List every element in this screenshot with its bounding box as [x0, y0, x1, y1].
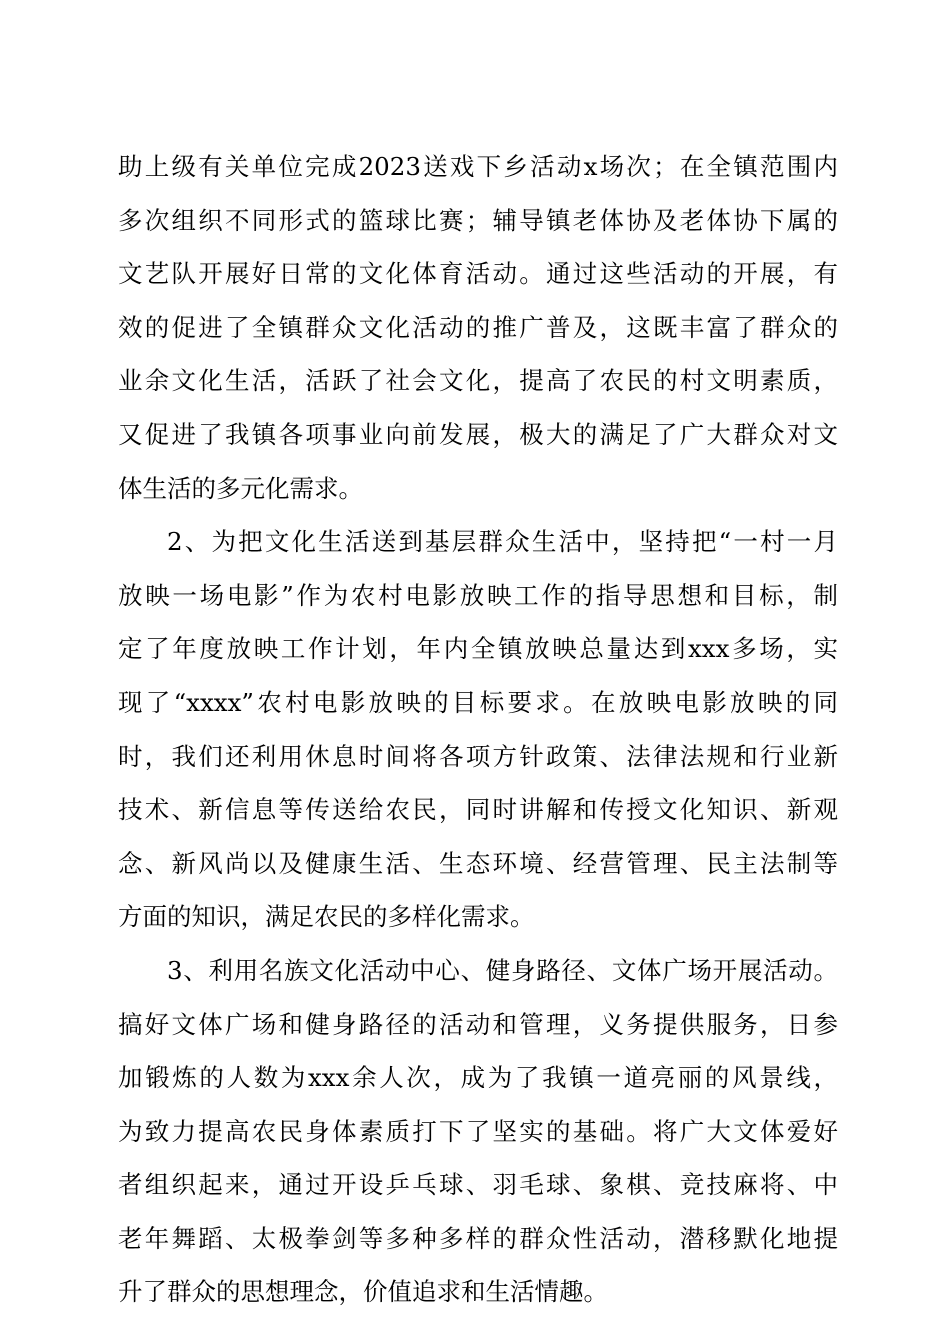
paragraph-2 [118, 515, 838, 944]
text-line: 助上级有关单位完成2023送戏下乡活动x场次；在全镇范围内 [118, 152, 838, 181]
text-line: 业余文化生活，活跃了社会文化，提高了农民的村文明素质， [118, 366, 838, 396]
text-line: 技术、新信息等传送给农民，同时讲解和传授文化知识、新观 [118, 795, 838, 825]
text-line: 者组织起来，通过开设乒乓球、羽毛球、象棋、竞技麻将、中 [118, 1170, 838, 1200]
paragraph-3 [118, 944, 838, 1319]
text-line: 时，我们还利用休息时间将各项方针政策、法律法规和行业新 [118, 741, 838, 771]
text-line: 放映一场电影”作为农村电影放映工作的指导思想和目标，制 [118, 580, 838, 610]
text-line: 2、为把文化生活送到基层群众生活中，坚持把“一村一月 [167, 527, 838, 557]
text-line: 又促进了我镇各项事业向前发展，极大的满足了广大群众对文 [118, 419, 838, 449]
text-line: 现了“xxxx”农村电影放映的目标要求。在放映电影放映的同 [118, 687, 838, 717]
text-line: 效的促进了全镇群众文化活动的推广普及，这既丰富了群众的 [118, 312, 838, 342]
text-line: 多次组织不同形式的篮球比赛；辅导镇老体协及老体协下属的 [118, 205, 838, 235]
paragraph-1 [118, 140, 838, 515]
document-body [118, 140, 838, 1319]
text-line: 加锻炼的人数为xxx余人次，成为了我镇一道亮丽的风景线， [118, 1063, 838, 1093]
text-line: 升了群众的思想理念，价值追求和生活情趣。 [118, 1277, 608, 1307]
text-line: 方面的知识，满足农民的多样化需求。 [118, 902, 535, 932]
text-line: 念、新风尚以及健康生活、生态环境、经营管理、民主法制等 [118, 848, 838, 878]
text-line: 文艺队开展好日常的文化体育活动。通过这些活动的开展，有 [118, 259, 838, 289]
text-line: 为致力提高农民身体素质打下了坚实的基础。将广大文体爱好 [118, 1116, 838, 1146]
text-line: 老年舞蹈、太极拳剑等多种多样的群众性活动，潜移默化地提 [118, 1223, 838, 1253]
text-line: 搞好文体广场和健身路径的活动和管理，义务提供服务，日参 [118, 1009, 838, 1039]
text-line: 体生活的多元化需求。 [118, 473, 363, 503]
text-line: 定了年度放映工作计划，年内全镇放映总量达到xxx多场，实 [118, 634, 838, 664]
text-line: 3、利用名族文化活动中心、健身路径、文体广场开展活动。 [167, 955, 838, 985]
